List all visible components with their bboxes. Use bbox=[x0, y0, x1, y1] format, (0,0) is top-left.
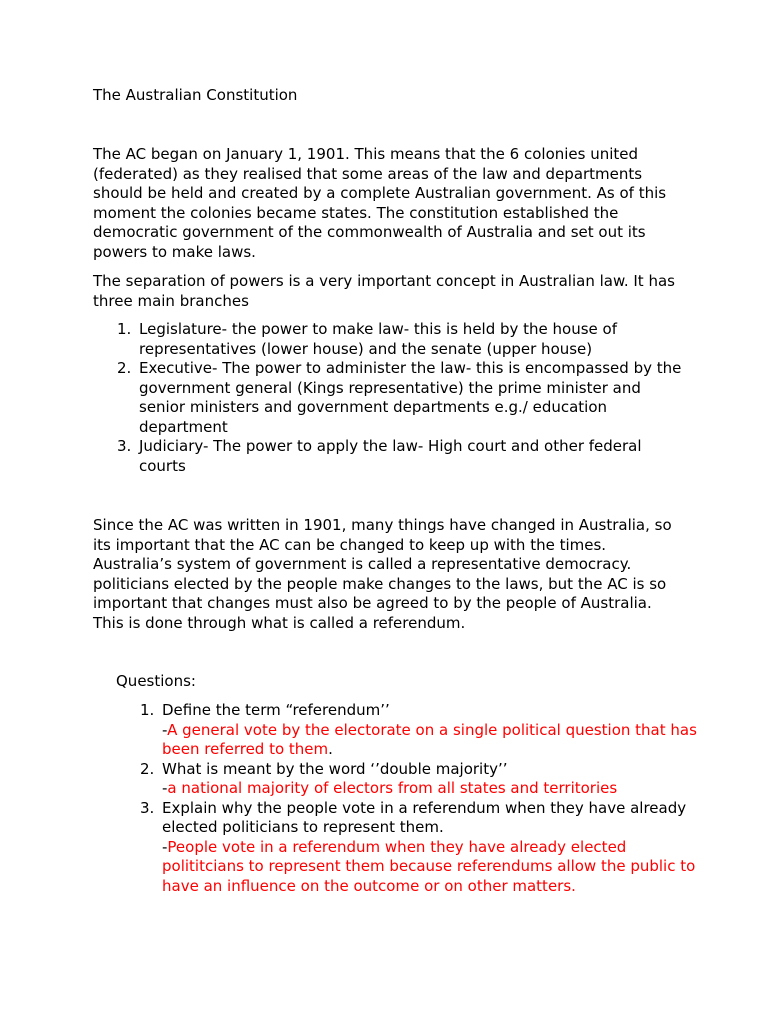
answer-dash: - bbox=[162, 837, 168, 856]
questions-list bbox=[116, 701, 706, 896]
separation-paragraph: The separation of powers is a very important concept in Australian law. It has three main branches bbox=[93, 272, 675, 310]
branch-item-legislature bbox=[93, 320, 683, 359]
answer-text bbox=[162, 779, 617, 797]
answer-dash: - bbox=[162, 779, 168, 797]
question-text: Define the term “referendum’’ bbox=[162, 701, 390, 719]
branch-item-judiciary bbox=[93, 437, 683, 476]
answer-body: People vote in a referendum when they have already elected polititcians to represent them because referendums allow the public to have an influence on the outcome or on other matters. bbox=[162, 837, 696, 895]
question-text: What is meant by the word ‘’double majority’’ bbox=[162, 759, 508, 778]
change-paragraph: Since the AC was written in 1901, many things have changed in Australia, so its important that the AC can be changed to keep up with the times. Australia’s system of government is called a representative democracy. politicians elected by the people make changes to the laws, but the AC is so important that changes must also be agreed to by the people of Australia. This is done through what is called a referendum. bbox=[93, 516, 672, 632]
answer-text bbox=[162, 838, 695, 895]
answer-text bbox=[162, 721, 697, 759]
questions-heading: Questions: bbox=[116, 672, 196, 690]
answer-tail: . bbox=[328, 740, 333, 758]
answer-body: A general vote by the electorate on a single political question that has been referred to them bbox=[162, 720, 697, 758]
answer-body: a national majority of electors from all states and territories bbox=[167, 779, 618, 797]
list-number: 3. bbox=[140, 798, 155, 817]
question-item bbox=[116, 799, 706, 897]
branch-text: Judiciary- The power to apply the law- High court and other federal courts bbox=[139, 437, 642, 475]
answer-dash: - bbox=[162, 720, 168, 739]
question-item bbox=[116, 701, 706, 760]
document-title: The Australian Constitution bbox=[93, 86, 298, 104]
list-number: 1. bbox=[117, 320, 132, 338]
branches-list bbox=[93, 320, 683, 476]
list-number: 1. bbox=[140, 701, 155, 719]
question-text: Explain why the people vote in a referendum when they have already elected politicians to represent them. bbox=[162, 798, 687, 836]
question-item bbox=[116, 760, 706, 799]
branch-text: Executive- The power to administer the law- this is encompassed by the government general (Kings representative) the prime minister and senior ministers and government departments e.g./ education department bbox=[139, 359, 682, 436]
branch-item-executive bbox=[93, 359, 683, 437]
branch-text: Legislature- the power to make law- this is held by the house of representatives (lower house) and the senate (upper house) bbox=[139, 320, 618, 358]
list-number: 3. bbox=[117, 437, 132, 455]
intro-paragraph: The AC began on January 1, 1901. This means that the 6 colonies united (federated) as they realised that some areas of the law and departments should be held and created by a complete Australian government. As of this moment the colonies became states. The constitution established the democratic government of the commonwealth of Australia and set out its powers to make laws. bbox=[93, 145, 667, 261]
list-number: 2. bbox=[117, 359, 132, 377]
list-number: 2. bbox=[140, 759, 155, 778]
